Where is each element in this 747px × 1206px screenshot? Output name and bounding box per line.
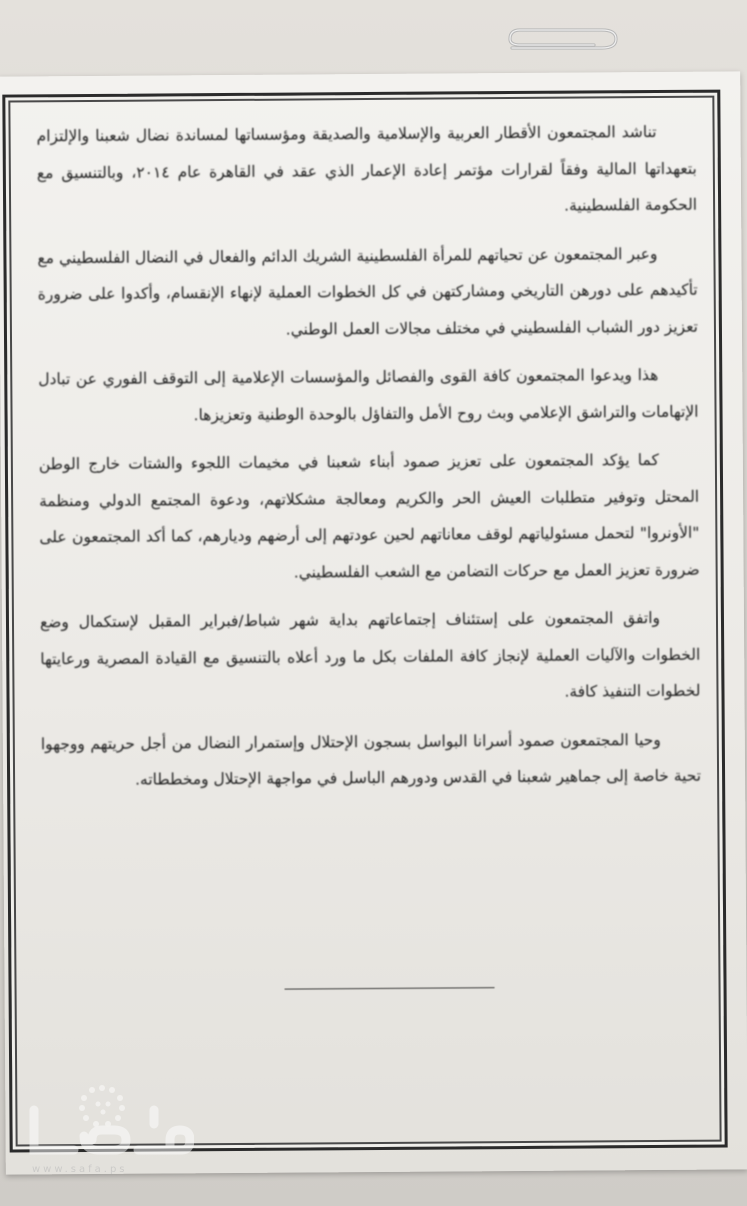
paragraph-support-appeal: تناشد المجتمعون الأقطار العربية والإسلامية والصديقة ومؤسساتها لمساندة نضال شعبنا والإلتزام بتعهداتها المالية وفقاً لقرارات مؤتمر إعادة الإعمار الذي عقد في القاهرة عام ٢٠١٤، وبالتنسيق مع الحكومة الفلسطينية. [36, 123, 698, 215]
paragraph-refugees: كما يؤكد المجتمعون على تعزيز صمود أبناء شعبنا في مخيمات اللجوء والشتات خارج الوطن المحتل وتوفير متطلبات العيش الحر والكريم ومعالجة مشكلاتهم، ودعوة المجتمع الدولي ومنظمة "الأونروا" لتحمل مسئولياتهم لوقف معاناتهم لحين عودتهم إلى أرضهم وديارهم، كما أكد المجتمعون على ضرورة تعزيز العمل مع حركات التضامن مع الشعب الفلسطيني. [38, 451, 700, 582]
document-sheet [0, 71, 747, 1174]
watermark-url: www.safa.ps [32, 1164, 128, 1175]
paragraph-prisoners: وحيا المجتمعون صمود أسرانا البواسل بسجون الإحتلال وإستمرار النضال من أجل حريتهم ووجهوا تحية خاصة إلى جماهير شعبنا في القدس ودورهم الباسل في مواجهة الإحتلال ومخططاته. [40, 730, 702, 789]
safa-watermark [14, 1080, 194, 1180]
document-body [36, 114, 701, 811]
paragraph-media-call: هذا ويدعوا المجتمعون كافة القوى والفصائل والمؤسسات الإعلامية إلى التوقف الفوري عن تبادل الإتهامات والتراشق الإعلامي وبث روح الأمل والتفاؤل بالوحدة الوطنية وتعزيزها. [38, 366, 699, 424]
paragraph-next-meeting: واتفق المجتمعون على إستئناف إجتماعاتهم بداية شهر شباط/فبراير المقبل لإستكمال وضع الخطوات والآليات العملية لإنجاز كافة الملفات بكل ما ورد أعلاه بالتنسيق مع القيادة المصرية ورعايتها لخطوات التنفيذ كافة. [39, 608, 701, 701]
paragraph-women-youth: وعبر المجتمعون عن تحياتهم للمرأة الفلسطينية الشريك الدائم والفعال في النضال الفلسطيني مع تأكيدهم على دورهن التاريخي ومشاركتهن في كل الخطوات العملية لإنهاء الإنقسام، وأكدوا على ضرورة تعزيز دور الشباب الفلسطيني في مختلف مجالات العمل الوطني. [37, 244, 698, 339]
paperclip-icon [498, 18, 628, 64]
safa-logo-icon [14, 1080, 194, 1166]
